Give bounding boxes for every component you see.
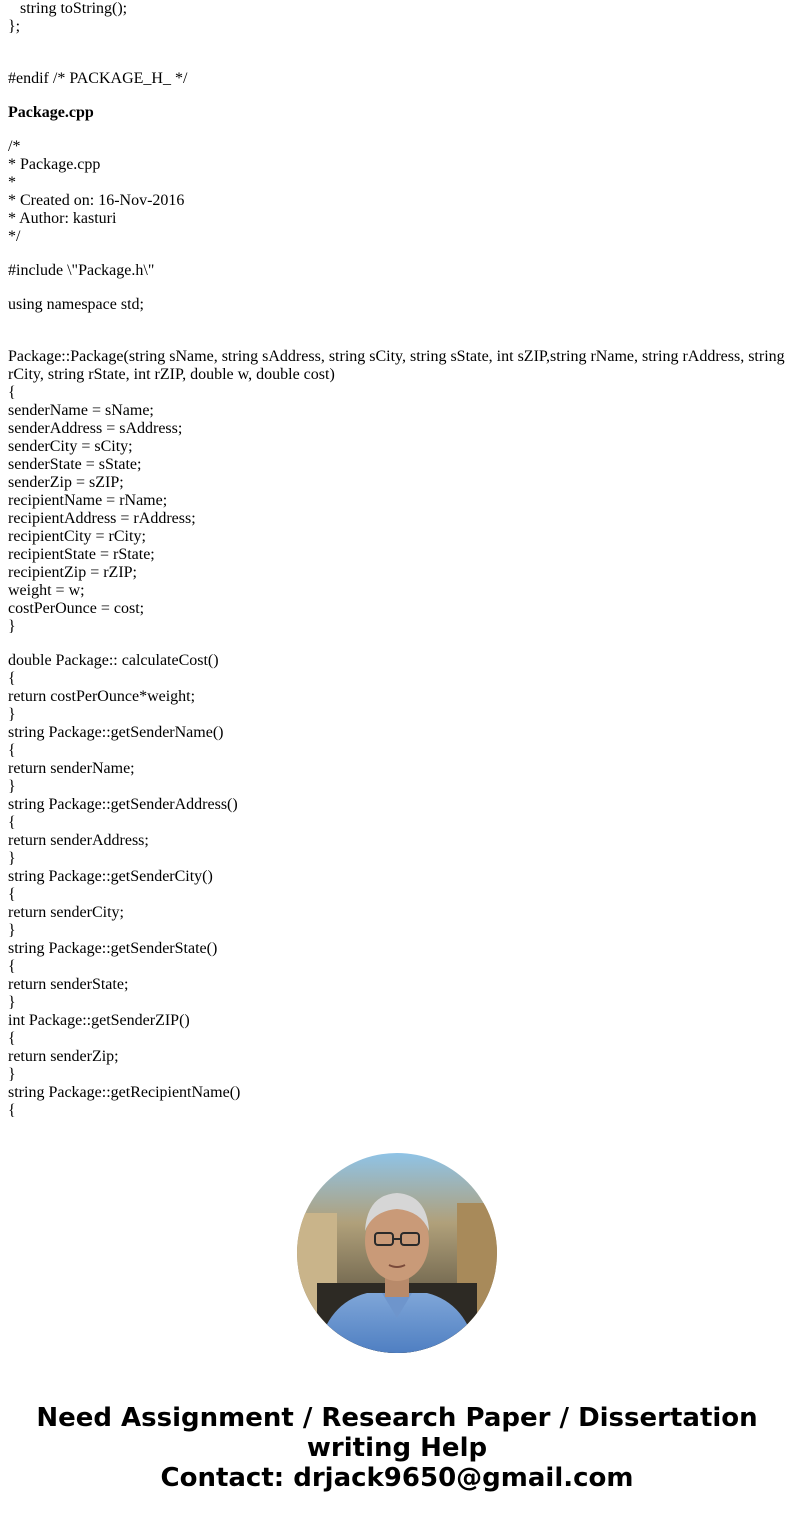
code-line: {	[8, 886, 16, 903]
code-line: recipientState = rState;	[8, 546, 155, 563]
constructor-signature: Package::Package(string sName, string sAddress, string sCity, string sState, int sZIP,string rName, string rAddress, string rCity, string rState, int rZIP, double w, double cost)	[8, 348, 789, 383]
code-line: return costPerOunce*weight;	[8, 688, 196, 705]
author-portrait	[297, 1153, 497, 1353]
code-line: costPerOunce = cost;	[8, 600, 145, 617]
code-line: string Package::getSenderName()	[8, 724, 224, 741]
code-line: }	[8, 618, 16, 635]
code-line: return senderZip;	[8, 1048, 119, 1065]
code-line: }	[8, 778, 16, 795]
code-line: return senderState;	[8, 976, 129, 993]
code-line: string toString();	[20, 0, 128, 17]
promo-footer	[0, 1403, 794, 1493]
code-line: {	[8, 958, 16, 975]
code-line: string Package::getSenderState()	[8, 940, 218, 957]
endif-line: #endif /* PACKAGE_H_ */	[8, 70, 188, 87]
comment-line: * Created on: 16-Nov-2016	[8, 192, 185, 209]
code-line: }	[8, 1066, 16, 1083]
code-line: }	[8, 706, 16, 723]
code-line: recipientZip = rZIP;	[8, 564, 137, 581]
code-line: senderCity = sCity;	[8, 438, 133, 455]
code-line: double Package:: calculateCost()	[8, 652, 219, 669]
section-title: Package.cpp	[8, 104, 94, 121]
code-line: {	[8, 742, 16, 759]
code-line: }	[8, 922, 16, 939]
author-avatar	[297, 1153, 497, 1353]
code-line: {	[8, 670, 16, 687]
using-line: using namespace std;	[8, 296, 144, 313]
comment-block	[8, 138, 788, 246]
comment-line: *	[8, 174, 16, 191]
code-line: weight = w;	[8, 582, 85, 599]
methods-code	[8, 652, 788, 1120]
code-line: senderZip = sZIP;	[8, 474, 124, 491]
code-line: int Package::getSenderZIP()	[8, 1012, 190, 1029]
code-line: senderAddress = sAddress;	[8, 420, 183, 437]
code-line: }	[8, 994, 16, 1011]
comment-line: /*	[8, 138, 21, 155]
promo-contact: Contact: drjack9650@gmail.com	[160, 1463, 634, 1493]
code-line: string Package::getRecipientName()	[8, 1084, 241, 1101]
promo-line-2: writing Help	[306, 1433, 488, 1463]
code-line: {	[8, 384, 16, 401]
code-line: };	[8, 18, 21, 35]
include-line: #include \"Package.h\"	[8, 262, 155, 279]
code-line: return senderCity;	[8, 904, 124, 921]
code-line: recipientName = rName;	[8, 492, 168, 509]
comment-line: * Author: kasturi	[8, 210, 117, 227]
code-line: senderState = sState;	[8, 456, 142, 473]
comment-line: * Package.cpp	[8, 156, 101, 173]
code-line: {	[8, 1030, 16, 1047]
code-line: {	[8, 814, 16, 831]
code-line: {	[8, 1102, 16, 1119]
promo-line-1: Need Assignment / Research Paper / Dissertation	[36, 1403, 758, 1433]
code-line: senderName = sName;	[8, 402, 154, 419]
code-line: string Package::getSenderAddress()	[8, 796, 238, 813]
document-body	[8, 0, 788, 1120]
code-line: return senderName;	[8, 760, 135, 777]
comment-line: */	[8, 228, 21, 245]
code-line: recipientAddress = rAddress;	[8, 510, 196, 527]
code-line: }	[8, 850, 16, 867]
constructor-body	[8, 384, 788, 636]
code-line: return senderAddress;	[8, 832, 149, 849]
code-line: recipientCity = rCity;	[8, 528, 146, 545]
code-line: string Package::getSenderCity()	[8, 868, 213, 885]
